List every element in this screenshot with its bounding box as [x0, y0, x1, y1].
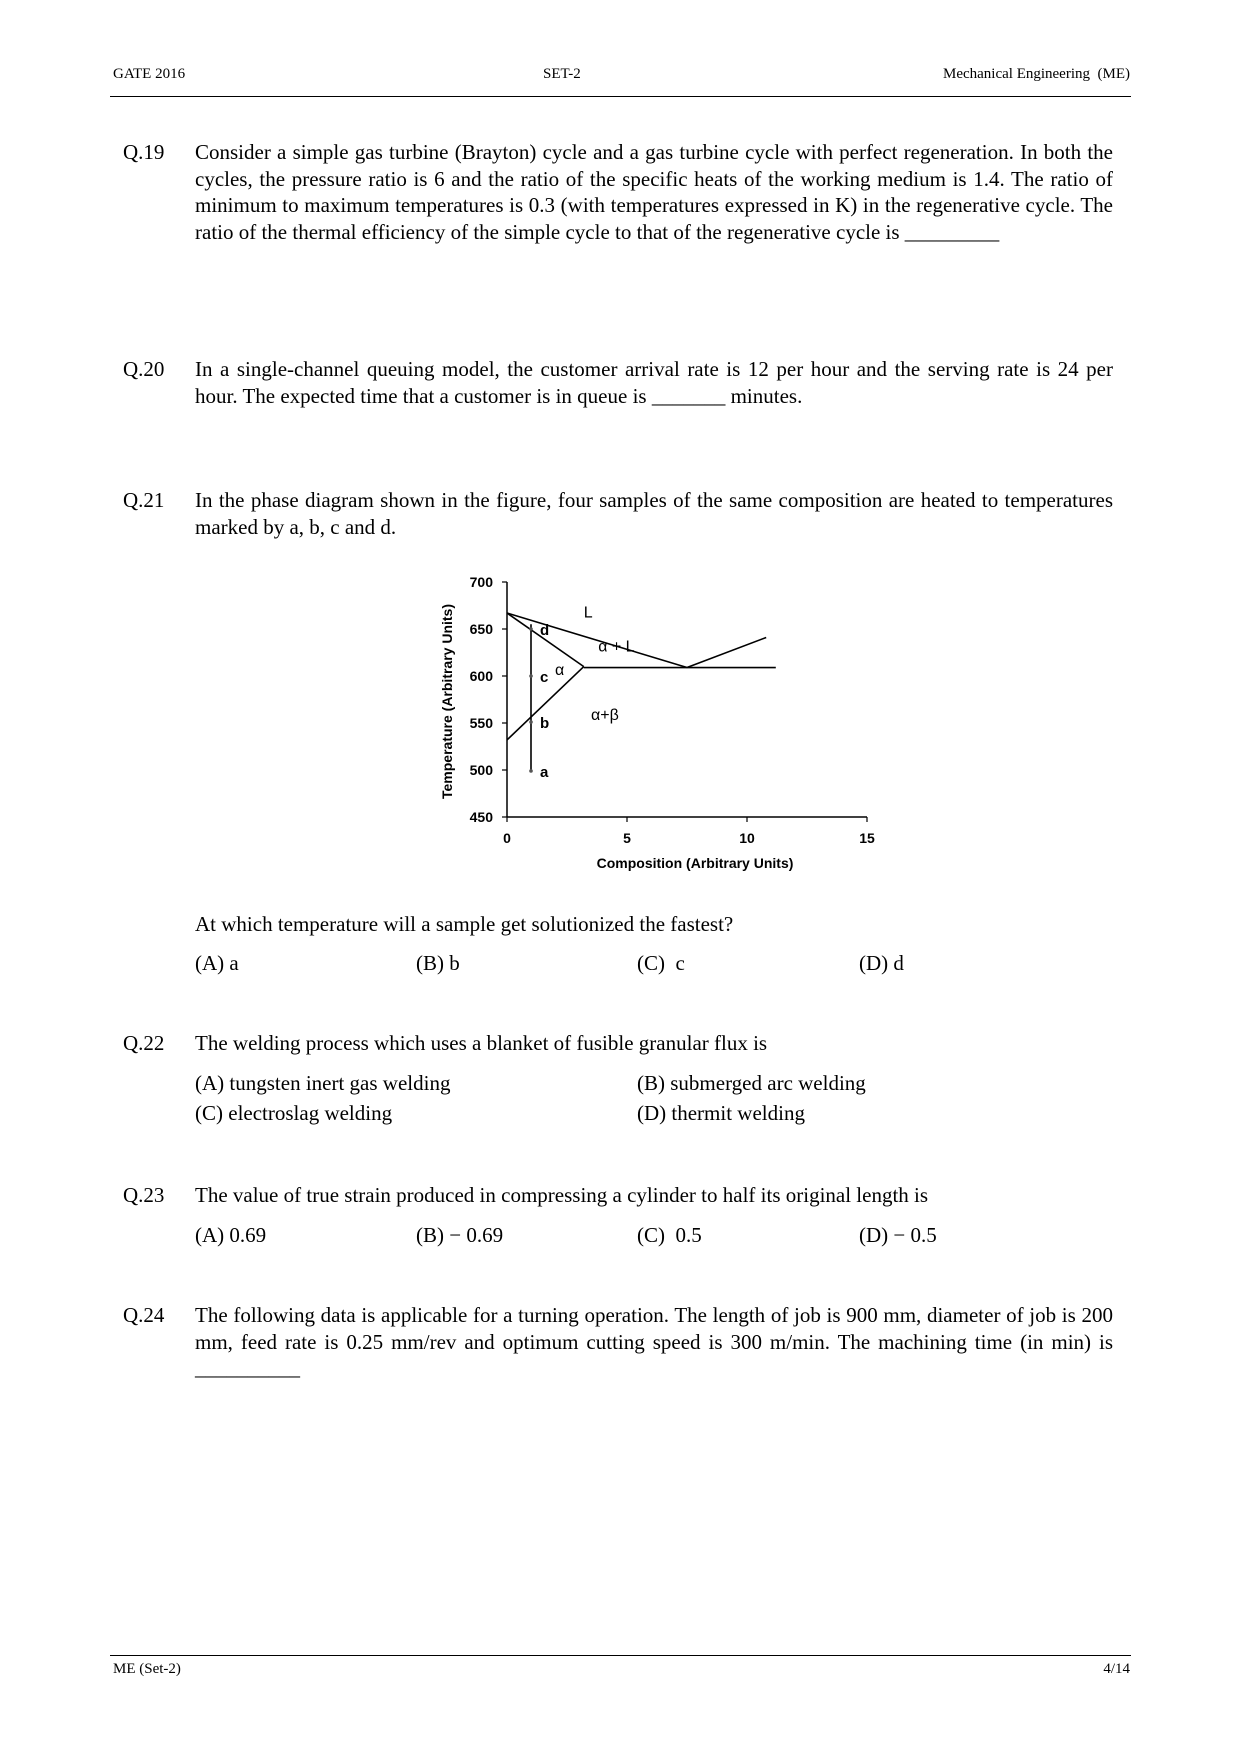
- option-c[interactable]: (C) 0.5: [637, 1223, 702, 1247]
- y-tick-label: 500: [469, 762, 493, 778]
- liquidus-line: [507, 613, 687, 668]
- sample-point-a: [529, 769, 533, 773]
- header-set: SET-2: [543, 66, 581, 82]
- y-tick-label: 650: [469, 621, 493, 637]
- question-number: Q.23: [123, 1183, 165, 1207]
- header-exam: GATE 2016: [113, 66, 186, 82]
- option-a[interactable]: (A) 0.69: [195, 1223, 267, 1247]
- sample-label-a: a: [540, 763, 549, 781]
- question-number: Q.19: [123, 140, 165, 164]
- question-text: The welding process which uses a blanket of fusible granular flux is: [195, 1031, 768, 1055]
- option-d[interactable]: (D) − 0.5: [859, 1223, 937, 1247]
- sample-label-b: b: [540, 715, 550, 733]
- option-b[interactable]: (B) b: [416, 951, 460, 975]
- option-a[interactable]: (A) a: [195, 951, 239, 975]
- region-label: L: [583, 604, 593, 622]
- region-label: α+β: [591, 707, 619, 725]
- y-tick-label: 700: [469, 574, 493, 590]
- header-paper: Mechanical Engineering (ME): [942, 66, 1130, 82]
- question-text: The following data is applicable for a turning operation. The length of job is 900 mm, diameter of job is 200 mm, feed rate is 0.25 mm/rev and optimum cutting speed is 300 m/min. The machining time (in min) is __________: [195, 1303, 1113, 1380]
- sample-point-b: [529, 720, 533, 724]
- option-c[interactable]: (C) c: [637, 951, 685, 975]
- y-axis-label: Temperature (Arbitrary Units): [439, 603, 455, 800]
- x-tick-label: 0: [503, 830, 511, 846]
- sample-label-d: d: [540, 622, 550, 639]
- page-number: 4/14: [1103, 1661, 1130, 1677]
- option-d[interactable]: (D) d: [859, 951, 904, 975]
- footer-rule: [110, 1655, 1131, 1656]
- question-text: In a single-channel queuing model, the customer arrival rate is 12 per hour and the serving rate is 24 per hour. The expected time that a customer is in queue is _______ minutes.: [195, 357, 1113, 408]
- question-number: Q.22: [123, 1031, 165, 1055]
- x-axis-label: Composition (Arbitrary Units): [596, 855, 794, 871]
- x-tick-label: 15: [859, 830, 875, 846]
- question-number: Q.24: [123, 1303, 165, 1327]
- option-c[interactable]: (C) electroslag welding: [195, 1101, 393, 1125]
- question-text: Consider a simple gas turbine (Brayton) cycle and a gas turbine cycle with perfect regeneration. In both the cycles, the pressure ratio is 6 and the ratio of the specific heats of the working medium is 1.4. The ratio of minimum to maximum temperatures is 0.3 (with temperatures expressed in K) in the regenerative cycle. The ratio of the thermal efficiency of the simple cycle to that of the regenerative cycle is _________: [195, 140, 1113, 244]
- phase-diagram-chart: [430, 565, 880, 885]
- question-text: In the phase diagram shown in the figure, four samples of the same composition are heated to temperatures marked by a, b, c and d.: [195, 488, 1113, 539]
- question-prompt: At which temperature will a sample get solutionized the fastest?: [195, 912, 734, 936]
- liquidus-right-line: [687, 637, 766, 667]
- region-label: α: [555, 662, 565, 680]
- sample-point-d: [529, 627, 533, 631]
- footer-paper: ME (Set-2): [113, 1661, 181, 1677]
- option-b[interactable]: (B) submerged arc welding: [637, 1071, 866, 1095]
- y-tick-label: 600: [469, 668, 493, 684]
- sample-label-c: c: [540, 669, 549, 686]
- x-tick-label: 10: [739, 830, 755, 846]
- option-a[interactable]: (A) tungsten inert gas welding: [195, 1071, 451, 1095]
- y-tick-label: 550: [469, 715, 493, 731]
- question-number: Q.20: [123, 357, 165, 381]
- sample-point-c: [529, 674, 533, 678]
- question-number: Q.21: [123, 488, 165, 512]
- question-text: The value of true strain produced in compressing a cylinder to half its original length is: [195, 1183, 929, 1207]
- y-tick-label: 450: [469, 809, 493, 825]
- header-rule: [110, 96, 1131, 97]
- option-d[interactable]: (D) thermit welding: [637, 1101, 805, 1125]
- option-b[interactable]: (B) − 0.69: [416, 1223, 504, 1247]
- x-tick-label: 5: [623, 830, 631, 846]
- region-label: α + L: [598, 638, 635, 656]
